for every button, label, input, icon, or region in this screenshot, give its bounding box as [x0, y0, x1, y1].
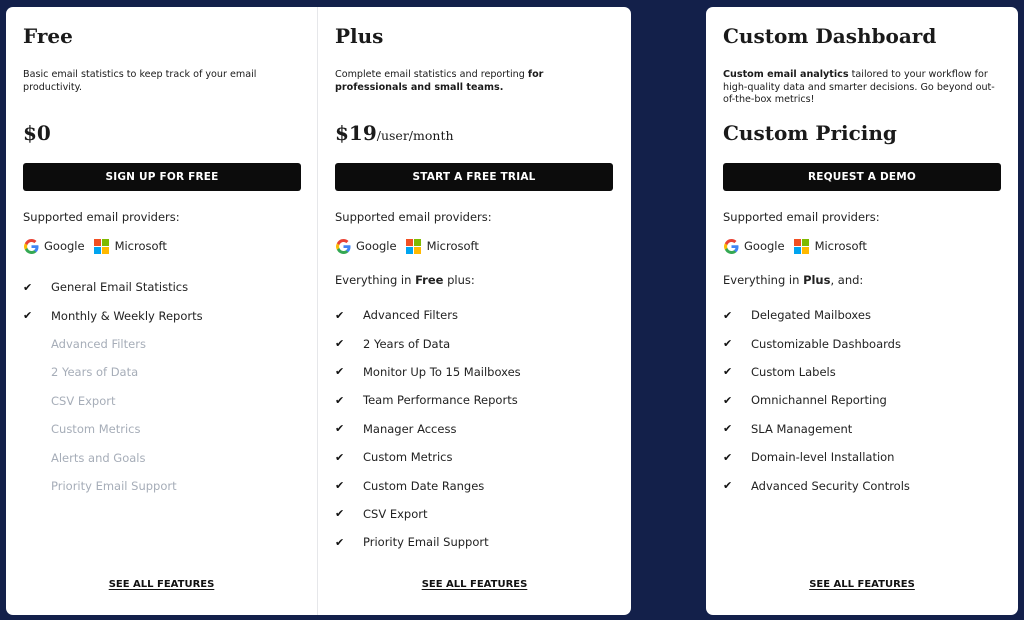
- feature-item: [335, 301, 621, 329]
- feature-label: Customizable Dashboards: [751, 336, 901, 351]
- feature-label: General Email Statistics: [51, 280, 189, 295]
- check-icon: ✔: [335, 422, 345, 436]
- provider-google: Google: [744, 239, 785, 253]
- feature-item: [723, 329, 1008, 357]
- plan-price: $0: [23, 121, 51, 145]
- provider-google: Google: [356, 239, 397, 253]
- pricing-panel-custom: [706, 7, 1018, 615]
- providers-list: [335, 238, 479, 254]
- microsoft-icon: [794, 239, 809, 254]
- feature-label: 2 Years of Data: [363, 336, 451, 351]
- feature-item-unavailable: [23, 330, 307, 358]
- google-icon: [723, 238, 739, 254]
- check-icon: ✔: [23, 309, 33, 323]
- sign-up-for-free-button[interactable]: SIGN UP FOR FREE: [23, 163, 301, 191]
- check-icon: ✔: [723, 422, 733, 436]
- see-all-features-link[interactable]: SEE ALL FEATURES: [421, 579, 528, 590]
- check-icon: ✔: [723, 479, 733, 493]
- feature-item-unavailable: [23, 443, 307, 471]
- feature-label: Delegated Mailboxes: [751, 308, 871, 323]
- feature-item: [335, 471, 621, 499]
- feature-label: Priority Email Support: [51, 478, 177, 493]
- check-icon: ✔: [335, 535, 345, 549]
- check-icon: ✔: [335, 308, 345, 322]
- feature-label: Advanced Security Controls: [751, 478, 910, 493]
- feature-label: Advanced Filters: [51, 336, 146, 351]
- provider-microsoft: Microsoft: [814, 239, 867, 253]
- google-icon: [23, 238, 39, 254]
- feature-label: Team Performance Reports: [363, 393, 518, 408]
- providers-list: [23, 238, 167, 254]
- request-demo-button[interactable]: REQUEST A DEMO: [723, 163, 1001, 191]
- check-icon: ✔: [723, 365, 733, 379]
- feature-label: Omnichannel Reporting: [751, 393, 887, 408]
- feature-label: Custom Metrics: [51, 422, 141, 437]
- check-icon: ✔: [335, 450, 345, 464]
- providers-label: Supported email providers:: [23, 210, 180, 224]
- check-icon: ✔: [335, 479, 345, 493]
- providers-label: Supported email providers:: [335, 210, 492, 224]
- feature-item-unavailable: [23, 415, 307, 443]
- feature-label: Priority Email Support: [363, 535, 489, 550]
- feature-item-unavailable: [23, 472, 307, 500]
- feature-label: CSV Export: [51, 393, 116, 408]
- feature-item: [335, 500, 621, 528]
- feature-item: [335, 443, 621, 471]
- check-icon: ✔: [335, 393, 345, 407]
- feature-label: 2 Years of Data: [51, 365, 139, 380]
- provider-google: Google: [44, 239, 85, 253]
- feature-item: [335, 415, 621, 443]
- microsoft-icon: [94, 239, 109, 254]
- feature-list: [23, 273, 307, 500]
- includes-note: Everything in Plus, and:: [723, 273, 864, 287]
- check-icon: ✔: [723, 393, 733, 407]
- feature-item: [723, 443, 1008, 471]
- plan-description: Complete email statistics and reporting for professionals and small teams.: [335, 69, 544, 93]
- feature-item: [335, 528, 621, 556]
- feature-label: Monthly & Weekly Reports: [51, 308, 203, 323]
- plan-card-free: [6, 7, 318, 615]
- provider-microsoft: Microsoft: [426, 239, 479, 253]
- check-icon: ✔: [723, 337, 733, 351]
- includes-note: Everything in Free plus:: [335, 273, 475, 287]
- feature-label: Manager Access: [363, 421, 457, 436]
- feature-item: [335, 329, 621, 357]
- feature-item: [723, 358, 1008, 386]
- feature-label: Custom Labels: [751, 364, 836, 379]
- feature-label: Monitor Up To 15 Mailboxes: [363, 364, 521, 379]
- see-all-features-link[interactable]: SEE ALL FEATURES: [108, 579, 215, 590]
- check-icon: ✔: [723, 450, 733, 464]
- plan-name: Free: [23, 24, 73, 48]
- feature-label: Custom Metrics: [363, 450, 453, 465]
- price-suffix: /user/month: [376, 128, 454, 143]
- feature-label: Alerts and Goals: [51, 450, 146, 465]
- plan-card-custom-dashboard: [706, 7, 1018, 615]
- feature-item: [23, 301, 307, 329]
- providers-list: [723, 238, 867, 254]
- see-all-features-link[interactable]: SEE ALL FEATURES: [809, 579, 915, 590]
- provider-microsoft: Microsoft: [114, 239, 167, 253]
- feature-item: [723, 471, 1008, 499]
- feature-list: [723, 301, 1008, 500]
- microsoft-icon: [406, 239, 421, 254]
- check-icon: ✔: [335, 337, 345, 351]
- plan-name: Custom Dashboard: [723, 24, 937, 48]
- providers-label: Supported email providers:: [723, 210, 880, 224]
- feature-label: CSV Export: [363, 506, 428, 521]
- start-free-trial-button[interactable]: START A FREE TRIAL: [335, 163, 613, 191]
- feature-label: SLA Management: [751, 421, 853, 436]
- feature-label: Custom Date Ranges: [363, 478, 485, 493]
- check-icon: ✔: [23, 280, 33, 294]
- feature-item-unavailable: [23, 387, 307, 415]
- feature-item: [23, 273, 307, 301]
- feature-label: Domain-level Installation: [751, 450, 895, 465]
- plan-name: Plus: [335, 24, 384, 48]
- feature-item: [335, 358, 621, 386]
- check-icon: ✔: [335, 365, 345, 379]
- check-icon: ✔: [335, 507, 345, 521]
- feature-item: [723, 386, 1008, 414]
- plan-description: Custom email analytics tailored to your workflow for high-quality data and smarter decisions. Go beyond out-of-the-box metrics!: [723, 69, 995, 105]
- plan-price: Custom Pricing: [723, 121, 897, 145]
- feature-item: [723, 415, 1008, 443]
- plan-card-plus: [318, 7, 631, 615]
- feature-item: [723, 301, 1008, 329]
- feature-item: [335, 386, 621, 414]
- plan-description: Basic email statistics to keep track of your email productivity.: [23, 69, 257, 93]
- feature-list: [335, 301, 621, 557]
- feature-item-unavailable: [23, 358, 307, 386]
- check-icon: ✔: [723, 308, 733, 322]
- google-icon: [335, 238, 351, 254]
- pricing-panel-standard: [6, 7, 631, 615]
- feature-label: Advanced Filters: [363, 308, 458, 323]
- plan-price: $19/user/month: [335, 121, 454, 145]
